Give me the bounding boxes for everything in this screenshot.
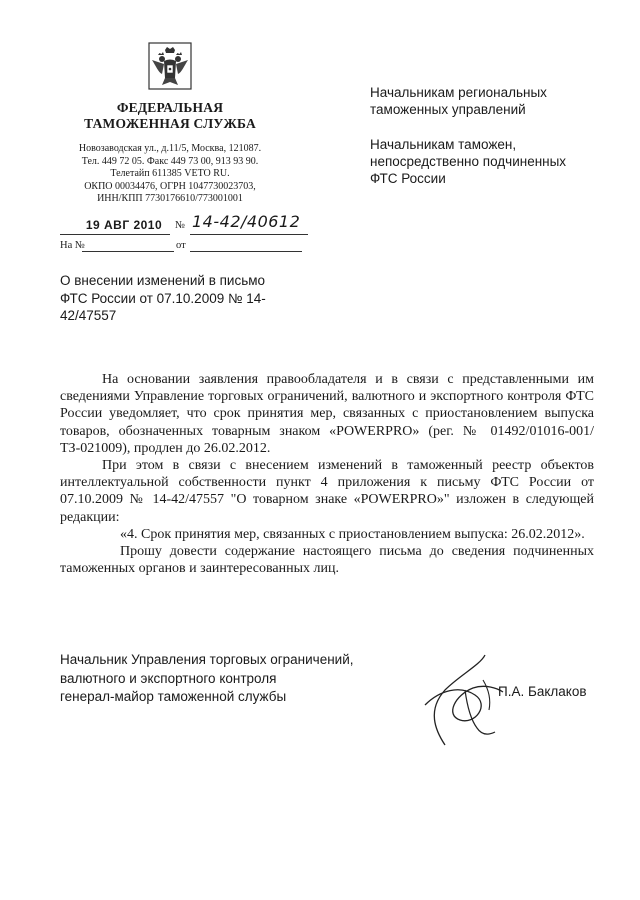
coat-of-arms-icon — [148, 42, 192, 90]
document-date: 19 АВГ 2010 — [85, 218, 163, 232]
quoted-paragraph: «4. Срок принятия мер, связанных с приостановлением выпуска: 26.02.2012». — [120, 526, 585, 542]
address-line: Новозаводская ул., д.11/5, Москва, 121087. — [78, 143, 262, 154]
number-underline — [190, 234, 308, 235]
signer-name: П.А. Баклаков — [498, 684, 587, 699]
signer-position-line: валютного и экспортного контроля — [60, 670, 277, 686]
addressee-line: ФТС России — [370, 171, 446, 186]
subject-line: 42/47557 — [60, 308, 117, 323]
signer-position-line: генерал-майор таможенной службы — [60, 689, 287, 704]
signer-position — [60, 651, 380, 707]
number-label: № — [175, 220, 186, 231]
ref-date-blank — [190, 251, 302, 252]
org-name-line2: ТАМОЖЕННАЯ СЛУЖБА — [84, 116, 256, 131]
body-paragraph: Прошу довести содержание настоящего письма до сведения подчиненных таможенных органов и заинтересованных лиц. — [60, 544, 594, 577]
address-line: Телетайп 611385 VETO RU. — [110, 168, 230, 180]
organization-name — [60, 100, 280, 132]
handwritten-signature — [405, 650, 515, 750]
addressee-block — [370, 84, 610, 187]
ref-from-label: от — [176, 240, 186, 251]
org-name-line1: ФЕДЕРАЛЬНАЯ — [116, 100, 224, 115]
ref-number-label: На № — [60, 240, 85, 251]
address-line: ИНН/КПП 7730176610/773001001 — [97, 193, 243, 205]
registration-line — [60, 212, 310, 236]
organization-address — [60, 143, 280, 206]
addressee-line: таможенных управлений — [370, 102, 526, 117]
letter-subject — [60, 272, 285, 325]
subject-line: О внесении изменений в письмо — [60, 273, 266, 288]
address-line: Тел. 449 72 05. Факс 449 73 00, 913 93 90. — [81, 155, 259, 167]
body-paragraph: На основании заявления правообладателя и в связи с представленными им сведениями Управление торговых ограничений, валютного и экспортного контроля ФТС России уведомляет, что срок принятия мер, связанных с приостановлением выпуска товаров, обозначенных товарным знаком «POWERPRO» (рег. № 01492/01016-001/ТЗ-021009), продлен до 26.02.2012. — [60, 372, 594, 456]
addressee-line: непосредственно подчиненных — [370, 154, 567, 169]
addressee-line: Начальникам таможен, — [370, 137, 517, 152]
reference-line — [60, 238, 310, 256]
ref-number-blank — [82, 251, 174, 252]
letter-body — [60, 371, 594, 577]
signer-position-line: Начальник Управления торговых ограничений, — [60, 652, 354, 667]
addressee-line: Начальникам региональных — [370, 85, 547, 100]
date-underline — [60, 234, 170, 235]
address-line: ОКПО 00034476, ОГРН 1047730023703, — [84, 180, 256, 192]
subject-line: ФТС России от 07.10.2009 № 14- — [60, 290, 266, 306]
body-paragraph: При этом в связи с внесением изменений в таможенный реестр объектов интеллектуальной собственности пункт 4 приложения к письму ФТС России от 07.10.2009 № 14-42/47557 "О товарном знаке «POWERPRO»" изложен в следующей редакции: — [60, 458, 594, 525]
document-number: 14-42/40612 — [192, 212, 301, 231]
